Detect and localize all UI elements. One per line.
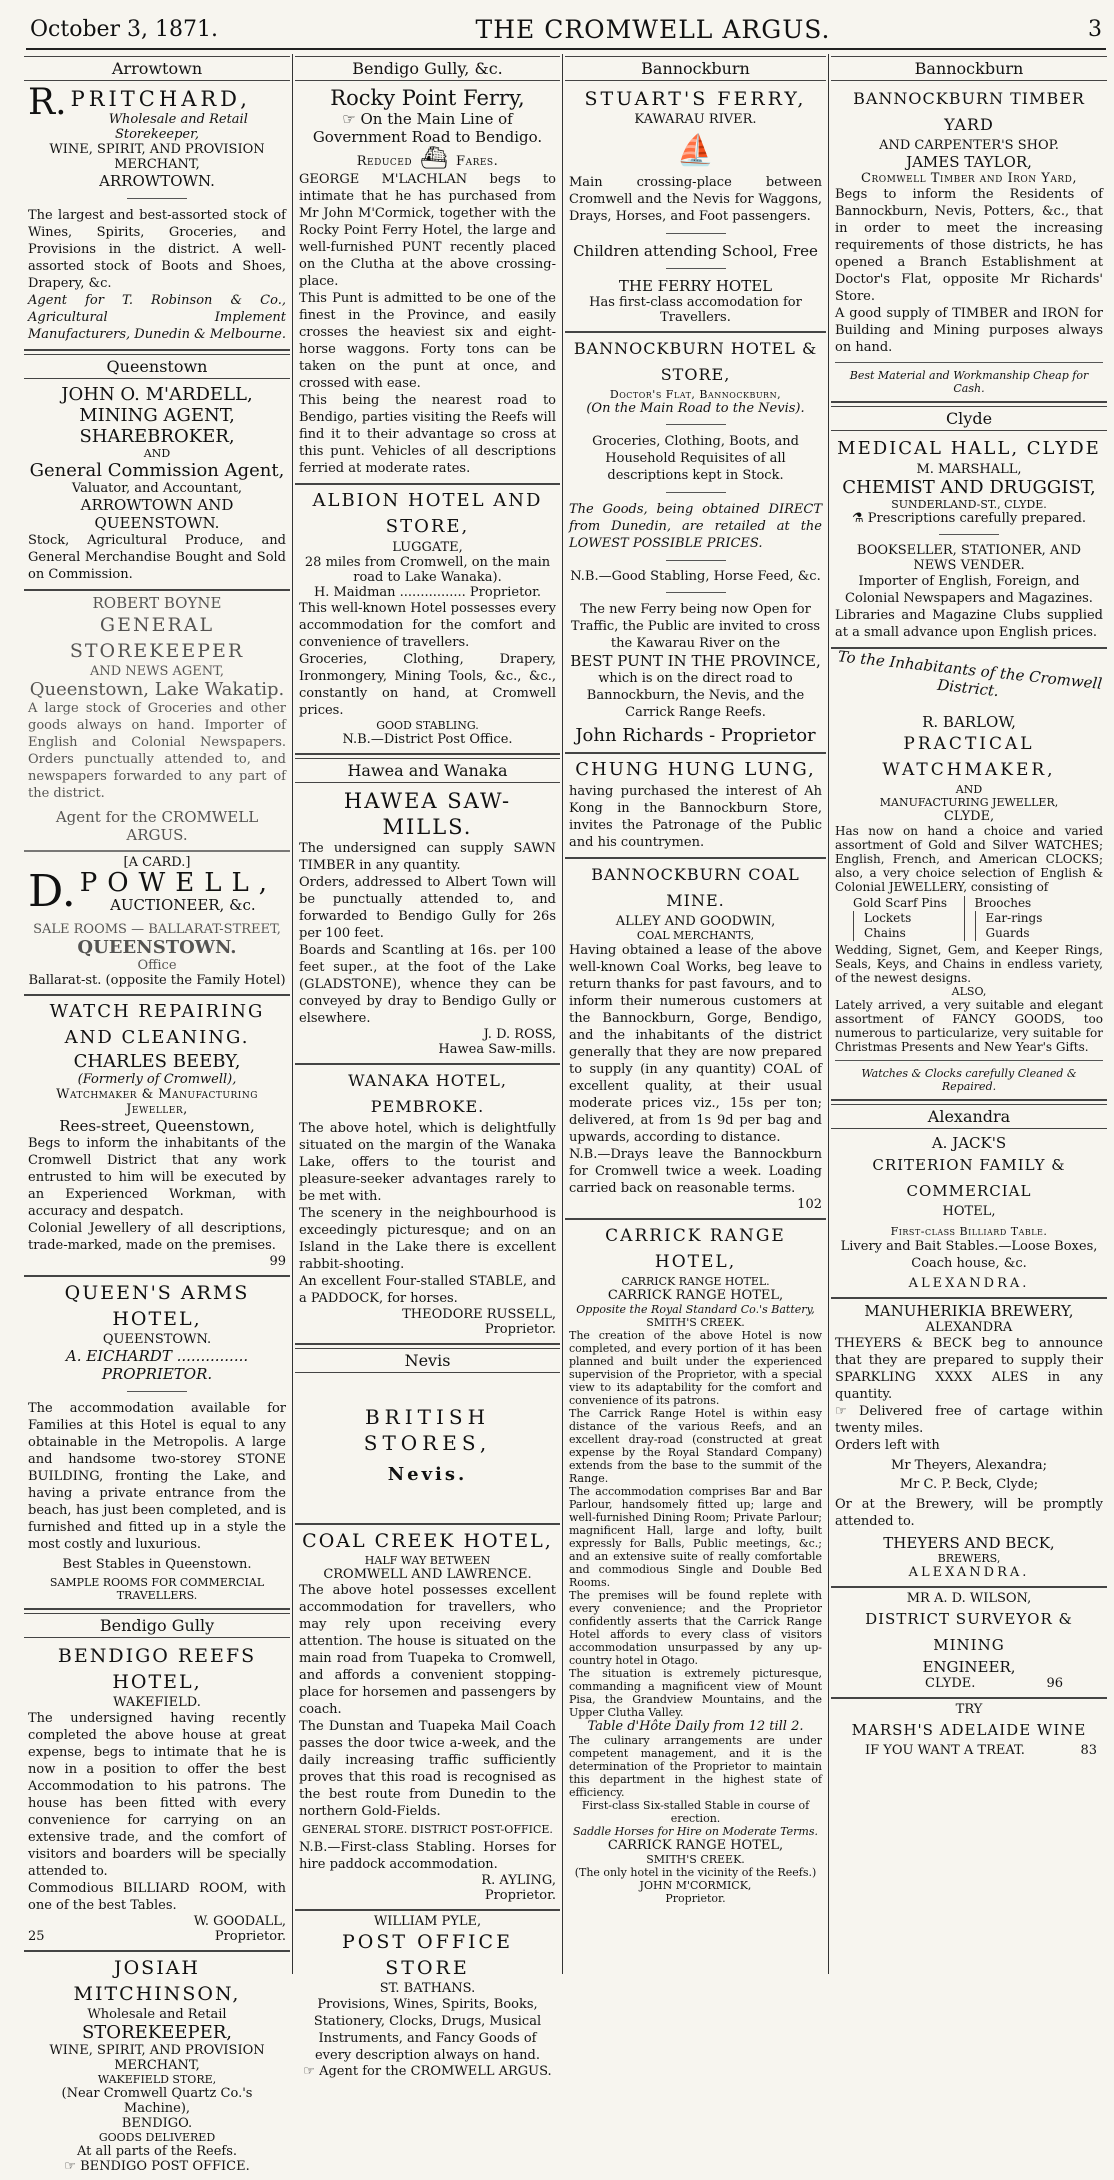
- ad-agent-note: Agent for the CROMWELL ARGUS.: [319, 2064, 552, 2079]
- ad-body: Commodious BILLIARD ROOM, with one of the best Tables.: [28, 1881, 286, 1913]
- ad-subline: Saddle Horses for Hire on Moderate Terms.: [572, 1825, 818, 1838]
- ad-name: A. JACK'S: [931, 1134, 1007, 1152]
- ad-subline: Ballarat-st. (opposite the Family Hotel): [28, 973, 286, 988]
- ad-place: ALEXANDRA: [925, 1320, 1013, 1335]
- ad-body: A large stock of Groceries and other goods always on hand. Importer of English and Colonial Newspapers. Orders punctually attended to, and newspapers forwarded to any part of the district.: [28, 701, 286, 801]
- ad-number: 83: [1080, 1743, 1097, 1758]
- ad-subline: HOTEL,: [942, 1204, 996, 1219]
- ad-body: The culinary arrangements are under competent management, and it is the determination of the Proprietor to maintain this department in the highest state of efficiency.: [569, 1734, 822, 1799]
- ad-subline: First-class Billiard Table.: [890, 1225, 1048, 1238]
- ad-body: Lately arrived, a very suitable and elegant assortment of FANCY GOODS, too numerous to particularize, very suitable for Christmas Presents and New Year's Gifts.: [835, 998, 1103, 1054]
- ad-powell: [24, 855, 290, 996]
- page-number: 3: [1087, 16, 1102, 42]
- column-3: [565, 54, 826, 1974]
- ad-body: This well-known Hotel possesses every accommodation for the comfort and convenience of travellers.: [299, 601, 556, 650]
- ad-number: 99: [269, 1254, 286, 1269]
- ad-body: Has now on hand a choice and varied assortment of Gold and Silver WATCHES; English, French, and American CLOCKS; also, a very choice selection of English & Colonial JEWELLERY, consisting of: [835, 824, 1103, 894]
- ad-subline: AND NEWS AGENT,: [89, 664, 225, 679]
- ad-place: LUGGATE,: [392, 540, 463, 555]
- ad-name: M. MARSHALL,: [916, 462, 1022, 477]
- drop-cap: D.: [28, 866, 76, 917]
- ad-agent-note: Agent for T. Robinson & Co., Agricultural Implement Manufacturers, Dunedin & Melbourne.: [28, 293, 286, 342]
- ad-subline: Mr Theyers, Alexandra;: [891, 1458, 1047, 1473]
- ad-subline: WINE, SPIRIT, AND PROVISION MERCHANT,: [49, 142, 265, 172]
- ad-hawea: [295, 788, 560, 1065]
- ad-name: THEYERS AND BECK,: [883, 1534, 1055, 1552]
- ad-wanaka: [295, 1068, 560, 1345]
- ad-heading: HAWEA SAW-MILLS.: [343, 789, 512, 839]
- ad-subline: At all parts of the Reefs.: [76, 2144, 237, 2159]
- ad-wilson: [831, 1591, 1107, 1699]
- ad-body: Orders left with: [835, 1438, 940, 1453]
- ad-body: having purchased the interest of Ah Kong in the Bannockburn Store, invites the Patronage of the Public and his countrymen.: [569, 784, 822, 850]
- column-rule: [562, 54, 563, 1974]
- ad-heading: PRITCHARD,: [70, 87, 251, 111]
- ad-timber-yard: [831, 86, 1107, 403]
- column-2: [295, 54, 560, 2079]
- divider: [127, 1391, 187, 1392]
- ad-place: Hawea Saw-mills.: [438, 1042, 556, 1057]
- ad-place: Rees-street, Queenstown,: [59, 1117, 255, 1135]
- ad-body: The Carrick Range Hotel is within easy distance of the various Reefs, and an excellent dray-road (constructed at great expense by the Royal Standard Company) extends from the base to the summit of the Range.: [569, 1407, 822, 1485]
- ad-coal-mine: [565, 862, 826, 1220]
- ad-heading: WATCH REPAIRING AND CLEANING.: [49, 1001, 265, 1048]
- ad-body: The undersigned can supply SAWN TIMBER in any quantity.: [299, 841, 556, 873]
- list-item: Brooches: [974, 896, 1032, 910]
- ad-subline: BREWERS,: [937, 1552, 1001, 1565]
- ad-body: The scenery in the neighbourhood is exceedingly picturesque; and on an Island in the Lake there is excellent rabbit-shooting.: [299, 1206, 556, 1272]
- ad-heading: DISTRICT SURVEYOR & MINING: [865, 1610, 1073, 1654]
- ad-body: The situation is extremely picturesque, commanding a magnificent view of Mount Pisa, the Grandview Mountains, and the Upper Clutha Valley.: [569, 1667, 822, 1719]
- section-heading: Arrowtown: [24, 56, 290, 81]
- ad-body: The accommodation comprises Bar and Bar Parlour, handsomely fitted up; large and well-furnished Dining Room; Private Parlour; magnificent Hall, large and lofty, built expressly for Balls, Public meetings, &c.; and an extensive suite of really comfortable and commodious Single and Double Bed Rooms.: [569, 1485, 822, 1589]
- ad-body: The largest and best-assorted stock of Wines, Spirits, Groceries, and Provisions in the district. A well-assorted stock of Boots and Shoes, Drapery, &c.: [28, 208, 286, 291]
- ad-subline: AND: [143, 447, 171, 460]
- ad-place: ALEXANDRA.: [908, 1276, 1030, 1291]
- ad-place: QUEENSTOWN.: [77, 937, 237, 958]
- ad-subline: Children attending School, Free: [573, 242, 818, 260]
- ad-pritchard: [24, 82, 290, 351]
- ad-heading: CRITERION FAMILY & COMMERCIAL: [872, 1156, 1066, 1200]
- ad-place: SMITH'S CREEK.: [646, 1853, 745, 1866]
- ad-subline: TRY: [955, 1702, 983, 1717]
- column-1: [24, 54, 290, 2174]
- ad-heading: PRACTICAL WATCHMAKER,: [882, 734, 1056, 780]
- divider: [666, 268, 726, 269]
- ad-number: 102: [797, 1197, 822, 1212]
- ad-proprietor: A. EICHARDT ............... PROPRIETOR.: [65, 1347, 249, 1383]
- list-item: Lockets: [853, 911, 964, 926]
- ad-body: which is on the direct road to Bannockburn, the Nevis, and the Carrick Range Reefs.: [586, 671, 805, 720]
- ad-body: The accommodation available for Families at this Hotel is equal to any obtainable in the Metropolis. A large and handsome two-storey STONE BUILDING, fronting the Lake, and having a private entrance from the beach, has just been completed, and is furnished and fitted up in a style the most costly and luxurious.: [28, 1401, 286, 1552]
- ad-subline: ALSO,: [951, 985, 987, 998]
- ad-number: 25: [28, 1929, 45, 1944]
- divider: [666, 560, 726, 561]
- ad-subline: Wholesale and Retail Storekeeper,: [108, 112, 248, 142]
- issue-date: October 3, 1871.: [30, 16, 219, 42]
- ad-subline: IF YOU WANT A TREAT.: [865, 1743, 1025, 1758]
- ad-heading: STUART'S FERRY,: [584, 88, 807, 110]
- ad-criterion: [831, 1134, 1107, 1299]
- ad-body: The above hotel, which is delightfully situated on the margin of the Wanaka Lake, offers to the tourist and pleasure-seeker advantages rarely to be met with.: [299, 1121, 556, 1204]
- ad-subline: General Commission Agent,: [29, 460, 285, 481]
- ad-body: The Dunstan and Tuapeka Mail Coach passes the door twice a-week, and the daily increasing traffic sufficiently proves that this road is recognised as the best route from Dunedin to the northern Gold-Fields.: [299, 1719, 556, 1819]
- ad-subline: First-class Six-stalled Stable in course of erection.: [581, 1799, 810, 1825]
- ad-subline: Reduced: [356, 154, 413, 169]
- ad-heading: POST OFFICE STORE: [342, 1931, 513, 1979]
- jewellery-list: [835, 894, 1103, 943]
- ad-body: The undersigned having recently completed the above house at great expense, begs to intimate that he is now in a position to offer the best Accommodation to his patrons. The house has been fitted with every convenience for carrying on an extensive trade, and the comfort of visitors and boarders will be specially attended to.: [28, 1711, 286, 1879]
- ad-heading: ALBION HOTEL AND STORE,: [312, 490, 543, 537]
- ad-name: THEODORE RUSSELL,: [402, 1307, 556, 1322]
- ad-body: Main crossing-place between Cromwell and the Nevis for Waggons, Drays, Horses, and Foot passengers.: [569, 175, 822, 224]
- section-heading: Alexandra: [831, 1104, 1107, 1129]
- ad-place: QUEENSTOWN.: [102, 1332, 212, 1347]
- pointing-hand-icon: ☞: [835, 1404, 847, 1419]
- ad-place: CLYDE.: [925, 1676, 976, 1691]
- section-heading: Clyde: [831, 406, 1107, 431]
- ad-subline: GOOD STABLING.: [376, 719, 479, 732]
- ad-subline: (Near Cromwell Quartz Co.'s Machine),: [61, 2086, 253, 2116]
- ad-marsh: [831, 1702, 1107, 1764]
- ad-heading: BANNOCKBURN TIMBER YARD: [853, 89, 1085, 134]
- ad-subline: CARRICK RANGE HOTEL.: [621, 1275, 770, 1288]
- ad-subline: HALF WAY BETWEEN: [364, 1554, 491, 1567]
- ad-body: Importer of English, Foreign, and Colonial Newspapers and Magazines.: [845, 574, 1093, 606]
- ad-queens-arms: [24, 1280, 290, 1610]
- ad-subline: CARRICK RANGE HOTEL,: [607, 1838, 784, 1853]
- ad-subline: Has first-class accomodation for Travellers.: [589, 295, 802, 325]
- pointing-hand-icon: ☞: [342, 110, 356, 128]
- ad-body: Having obtained a lease of the above well-known Coal Works, beg leave to return thanks for past favours, and to inform their numerous customers at the Bannockburn, Gorge, Bendigo, and the inhabitants of the district generally that they are now prepared to supply (in any quantity) COAL of excellent quality, at their usual moderate prices viz., 15s per ton; delivered, at from 1s 9d per bag and upwards, according to distance.: [569, 943, 822, 1145]
- ad-subline: SAMPLE ROOMS FOR COMMERCIAL TRAVELLERS.: [49, 1576, 265, 1602]
- ad-subline: BENDIGO POST OFFICE.: [80, 2159, 250, 2174]
- ad-place: Nevis.: [387, 1464, 468, 1485]
- ad-body: N.B.—First-class Stabling. Horses for hire paddock accommodation.: [299, 1840, 556, 1872]
- ad-coal-creek: [295, 1528, 560, 1911]
- masthead: [26, 10, 1106, 50]
- ad-subline: WINE, SPIRIT, AND PROVISION MERCHANT,: [49, 2043, 265, 2073]
- ad-mcardell: [24, 384, 290, 591]
- ad-carrick-range: [565, 1223, 826, 1911]
- column-rule: [292, 54, 293, 1974]
- ad-body: The new Ferry being now Open for Traffic, the Public are invited to cross the Kawarau River on the: [570, 602, 821, 651]
- ad-body: The premises will be found replete with every convenience; and the Proprietor confidently asserts that the Carrick Range Hotel affords to every class of visitors accommodation unsurpassed by any up-country hotel in Otago.: [569, 1589, 822, 1667]
- ad-place: Doctor's Flat, Bannockburn,: [609, 388, 782, 401]
- ad-place: Queenstown, Lake Wakatip.: [29, 679, 285, 700]
- section-heading: Queenstown: [24, 354, 290, 379]
- ad-body: Provisions, Wines, Spirits, Books, Stationery, Clocks, Drugs, Musical Instruments, and Fancy Goods of every description always on hand.: [313, 1997, 542, 2063]
- ad-body: Wedding, Signet, Gem, and Keeper Rings, Seals, Keys, and Chains in endless variety, of the newest designs.: [835, 943, 1103, 985]
- ad-proprietor: Proprietor.: [484, 1322, 556, 1337]
- ad-subline: On the Main Line of Government Road to Bendigo.: [312, 110, 543, 146]
- ad-card-label: [A CARD.]: [123, 855, 191, 870]
- ferry-icon: ⛴: [420, 146, 449, 171]
- ad-subline: 28 miles from Cromwell, on the main road to Lake Wanaka).: [304, 555, 551, 585]
- ad-heading: WANAKA HOTEL, PEMBROKE.: [348, 1071, 507, 1116]
- section-heading: Hawea and Wanaka: [295, 758, 560, 783]
- ad-place: ARROWTOWN AND QUEENSTOWN.: [80, 496, 234, 532]
- ad-pyle: [295, 1914, 560, 2085]
- ad-heading: CARRICK RANGE HOTEL,: [605, 1226, 786, 1272]
- ad-subline: (On the Main Road to the Nevis).: [586, 401, 805, 416]
- ad-subline: ENGINEER,: [922, 1658, 1016, 1676]
- ad-heading: POWELL,: [79, 868, 278, 898]
- ad-brewery: [831, 1302, 1107, 1588]
- ad-place: ALEXANDRA.: [908, 1565, 1030, 1580]
- ad-subline: Valuator, and Accountant,: [71, 481, 243, 496]
- ad-subline: CARRICK RANGE HOTEL,: [607, 1288, 784, 1303]
- divider: [666, 492, 726, 493]
- ad-curved-heading: To the Inhabitants of the Cromwell District.: [836, 647, 1103, 701]
- ad-subline: AND CARPENTER'S SHOP.: [879, 138, 1059, 153]
- ad-subline: (The only hotel in the vicinity of the Reefs.): [574, 1866, 817, 1879]
- ad-place: CLYDE,: [943, 809, 995, 824]
- ad-name: J. D. ROSS,: [483, 1027, 556, 1042]
- pointing-hand-icon: ☞: [303, 2064, 315, 2079]
- section-heading: Bendigo Gully, &c.: [295, 56, 560, 81]
- ad-body: A good supply of TIMBER and IRON for Building and Mining purposes always on hand.: [835, 306, 1103, 355]
- ad-subline: BEST PUNT IN THE PROVINCE,: [570, 652, 821, 670]
- divider: [835, 362, 1103, 363]
- ad-number: 96: [1046, 1676, 1063, 1691]
- ad-name: R. BARLOW,: [922, 713, 1016, 731]
- ad-subline: Watches & Clocks carefully Cleaned & Repaired.: [861, 1067, 1077, 1093]
- ad-place: CROMWELL AND LAWRENCE.: [323, 1567, 532, 1582]
- ad-place: WAKEFIELD.: [113, 1695, 201, 1710]
- ad-proprietor: John Richards - Proprietor: [575, 725, 816, 746]
- ad-place: ST. BATHANS.: [379, 1981, 476, 1996]
- ad-british-stores: [295, 1378, 560, 1525]
- ad-barlow: [831, 647, 1107, 1101]
- ad-name: JAMES TAYLOR,: [906, 153, 1032, 171]
- ad-subline: N.B.—Good Stabling, Horse Feed, &c.: [570, 569, 821, 584]
- section-heading: Bannockburn: [565, 56, 826, 81]
- list-item: Gold Scarf Pins: [853, 896, 948, 910]
- divider: [666, 233, 726, 234]
- ad-heading: JOSIAH MITCHINSON,: [73, 1957, 241, 2005]
- ad-heading: BANNOCKBURN HOTEL & STORE,: [573, 339, 818, 384]
- ad-body: Boards and Scantling at 16s. per 100 feet super., at the foot of the Lake (GLADSTONE), whence they can be conveyed by dray to Bendigo Gully or elsewhere.: [299, 943, 556, 1026]
- newspaper-title: THE CROMWELL ARGUS.: [475, 14, 831, 44]
- column-4: [831, 54, 1107, 1974]
- divider: [835, 1060, 1103, 1061]
- list-item: Chains: [853, 926, 964, 941]
- ad-body: Groceries, Clothing, Boots, and Household Requisites of all descriptions kept in Stock.: [592, 434, 799, 483]
- pointing-hand-icon: ☞: [64, 2159, 76, 2174]
- list-item: Ear-rings: [975, 911, 1086, 926]
- ad-body: Or at the Brewery, will be promptly attended to.: [835, 1497, 1103, 1529]
- ship-icon: ⛵: [676, 133, 715, 168]
- ad-agent-note: Agent for the CROMWELL ARGUS.: [55, 808, 259, 844]
- ad-name: CHARLES BEEBY,: [73, 1051, 241, 1072]
- ad-subline: Wholesale and Retail: [87, 2007, 227, 2022]
- ad-proprietor: Proprietor.: [665, 1892, 726, 1905]
- ad-subline: MANUFACTURING JEWELLER,: [879, 796, 1059, 809]
- ad-place: BENDIGO.: [121, 2116, 193, 2131]
- ad-body: Colonial Jewellery of all descriptions, trade-marked, made on the premises.: [28, 1221, 286, 1253]
- ad-proprietor: Proprietor.: [484, 1888, 556, 1903]
- ad-place: KAWARAU RIVER.: [634, 112, 757, 127]
- ad-subline: Mr C. P. Beck, Clyde;: [899, 1477, 1039, 1492]
- ad-subline: Table d'Hôte Daily from 12 till 2.: [587, 1719, 804, 1734]
- list-item: Guards: [975, 926, 1086, 941]
- ad-subline: COAL MERCHANTS,: [636, 929, 755, 942]
- ad-heading: MANUHERIKIA BREWERY,: [864, 1302, 1074, 1320]
- ad-heading: QUEEN'S ARMS HOTEL,: [64, 1282, 250, 1330]
- ad-heading: CHUNG HUNG LUNG,: [575, 759, 816, 780]
- ad-heading: COAL CREEK HOTEL,: [302, 1530, 553, 1552]
- ad-subline: Opposite the Royal Standard Co.'s Battery,: [576, 1303, 815, 1316]
- ad-body: N.B.—Drays leave the Bannockburn for Cromwell twice a week. Loading carried back on reasonable terms.: [569, 1147, 822, 1196]
- ad-body: THEYERS & BECK beg to announce that they are prepared to supply their SPARKLING XXXX ALES in any quantity.: [835, 1336, 1103, 1402]
- ad-body: Stock, Agricultural Produce, and General Merchandise Bought and Sold on Commission.: [28, 533, 286, 582]
- ad-proprietor: Proprietor.: [214, 1929, 286, 1944]
- ad-name: MR A. D. WILSON,: [906, 1591, 1032, 1606]
- ad-name: R. AYLING,: [481, 1873, 556, 1888]
- ad-body: The above hotel possesses excellent accommodation for travellers, who may rely upon receiving every attention. The house is situated on the main road from Tuapeka to Cromwell, and affords a convenient stopping-place for horsemen and passengers by coach.: [299, 1583, 556, 1717]
- ad-subline: Fares.: [456, 154, 499, 169]
- ad-subline: CHEMIST AND DRUGGIST,: [842, 477, 1096, 498]
- ad-subline: Best Material and Workmanship Cheap for Cash.: [849, 369, 1089, 395]
- ad-body: This being the nearest road to Bendigo, parties visiting the Reefs will find it to their advantage so cross at this punt. Vehicles of all descriptions ferried at moderate rates.: [299, 393, 556, 476]
- ad-body: The creation of the above Hotel is now completed, and every portion of it has been planned and built under the experienced supervision of the Proprietor, with a special view to its adaptability for the comfort and convenience of its patrons.: [569, 1329, 822, 1407]
- ad-body: This Punt is admitted to be one of the finest in the Province, and easily crosses the heaviest six and eight-horse waggons. Forty tons can be taken on the punt at once, and crossed with ease.: [299, 291, 556, 391]
- ad-subline: THE FERRY HOTEL: [618, 277, 773, 295]
- ad-subline: AND: [955, 783, 983, 796]
- ad-body: An excellent Four-stalled STABLE, and a PADDOCK, for horses.: [299, 1274, 556, 1306]
- ad-heading: BANNOCKBURN COAL MINE.: [591, 865, 800, 910]
- ad-subline: Office: [137, 958, 177, 973]
- ad-subline: STOREKEEPER,: [81, 2022, 233, 2043]
- ad-name: JOHN O. M'ARDELL,: [61, 384, 253, 405]
- ad-heading: BENDIGO REEFS HOTEL,: [57, 1645, 257, 1693]
- ad-subline: Watchmaker & Manufacturing Jeweller,: [56, 1087, 258, 1117]
- ad-place: SUNDERLAND-ST., CLYDE.: [891, 498, 1047, 511]
- ad-body: Libraries and Magazine Clubs supplied at a small advance upon English prices.: [835, 608, 1103, 640]
- ad-mitchinson: [24, 1955, 290, 2180]
- column-rule: [828, 54, 829, 1974]
- ad-body: GEORGE M'LACHLAN begs to intimate that he has purchased from Mr John M'Cormick, together with the Rocky Point Ferry Hotel, the large and well-furnished PUNT recently placed on the Clutha at the above crossing-place.: [299, 172, 556, 289]
- section-heading: Nevis: [295, 1348, 560, 1373]
- ad-proprietor: H. Maidman ................ Proprietor.: [313, 585, 542, 600]
- ad-name: JOHN M'CORMICK,: [639, 1879, 752, 1892]
- ad-beeby: [24, 999, 290, 1277]
- ad-subline: SALE ROOMS — BALLARAT-STREET,: [33, 922, 281, 937]
- ad-body: Orders, addressed to Albert Town will be punctually attended to, and forwarded to Bendigo Gully for 26s per 100 feet.: [299, 875, 556, 941]
- ad-subline: GENERAL STORE. DISTRICT POST-OFFICE.: [302, 1823, 553, 1836]
- ad-bannockburn-hotel: [565, 336, 826, 754]
- section-heading: Bannockburn: [831, 56, 1107, 81]
- ad-medical-hall: [831, 436, 1107, 649]
- ad-name: ALLEY AND GOODWIN,: [615, 914, 776, 929]
- divider: [939, 534, 999, 535]
- ad-subline: N.B.—District Post Office.: [342, 732, 513, 747]
- ad-heading: GENERAL STOREKEEPER: [69, 614, 245, 662]
- section-heading: Bendigo Gully: [24, 1613, 290, 1638]
- mortar-icon: ⚗: [851, 511, 864, 526]
- ad-name: W. GOODALL,: [193, 1914, 286, 1929]
- ad-place: SMITH'S CREEK.: [646, 1316, 745, 1329]
- ad-body: The Goods, being obtained DIRECT from Dunedin, are retailed at the LOWEST POSSIBLE PRICES.: [569, 502, 822, 551]
- ad-subline: Delivered free of cartage within twenty miles.: [835, 1404, 1103, 1436]
- ad-chung-hung-lung: [565, 757, 826, 859]
- ad-subline: WAKEFIELD STORE,: [97, 2073, 217, 2086]
- ad-subline: BOOKSELLER, STATIONER, AND NEWS VENDER.: [856, 543, 1082, 573]
- ad-body: Groceries, Clothing, Drapery, Ironmongery, Mining Tools, &c., &c., constantly on hand, at Cromwell prices.: [299, 652, 556, 718]
- ad-heading: MARSH'S ADELAIDE WINE: [851, 1721, 1087, 1739]
- ad-subline: GOODS DELIVERED: [98, 2131, 216, 2144]
- ad-place: ARROWTOWN.: [99, 172, 215, 190]
- ad-body: Begs to inform the Residents of Bannockburn, Nevis, Potters, &c., that in order to meet the increasing requirements of those districts, he has opened a Branch Establishment at Doctor's Flat, opposite Mr Richards' Store.: [835, 187, 1103, 304]
- ad-albion: [295, 488, 560, 755]
- divider: [666, 592, 726, 593]
- ad-bendigo-reefs: [24, 1643, 290, 1952]
- ad-name: WILLIAM PYLE,: [373, 1914, 482, 1929]
- ad-name: ROBERT BOYNE: [92, 594, 222, 612]
- ad-boyne: [24, 594, 290, 852]
- divider: [666, 424, 726, 425]
- ad-heading: BRITISH STORES,: [363, 1405, 492, 1455]
- ad-subline: Best Stables in Queenstown.: [62, 1557, 252, 1572]
- ad-heading: MEDICAL HALL, CLYDE: [837, 438, 1101, 459]
- ad-heading: MINING AGENT, SHAREBROKER,: [79, 405, 235, 447]
- ad-subline: (Formerly of Cromwell),: [77, 1072, 237, 1087]
- ad-body: Begs to inform the inhabitants of the Cromwell District that any work entrusted to him will be executed by an Experienced Workman, with accuracy and despatch.: [28, 1136, 286, 1219]
- ad-subline: Cromwell Timber and Iron Yard,: [861, 171, 1077, 186]
- ad-subline: Prescriptions carefully prepared.: [867, 511, 1087, 526]
- divider: [127, 198, 187, 199]
- drop-cap: R.: [28, 82, 67, 123]
- ad-rocky-point: [295, 86, 560, 485]
- ad-body: Livery and Bait Stables.—Loose Boxes, Coach house, &c.: [840, 1239, 1098, 1271]
- ad-heading: Rocky Point Ferry,: [330, 86, 525, 110]
- ad-subline: AUCTIONEER, &c.: [110, 896, 256, 914]
- ad-stuarts-ferry: [565, 86, 826, 333]
